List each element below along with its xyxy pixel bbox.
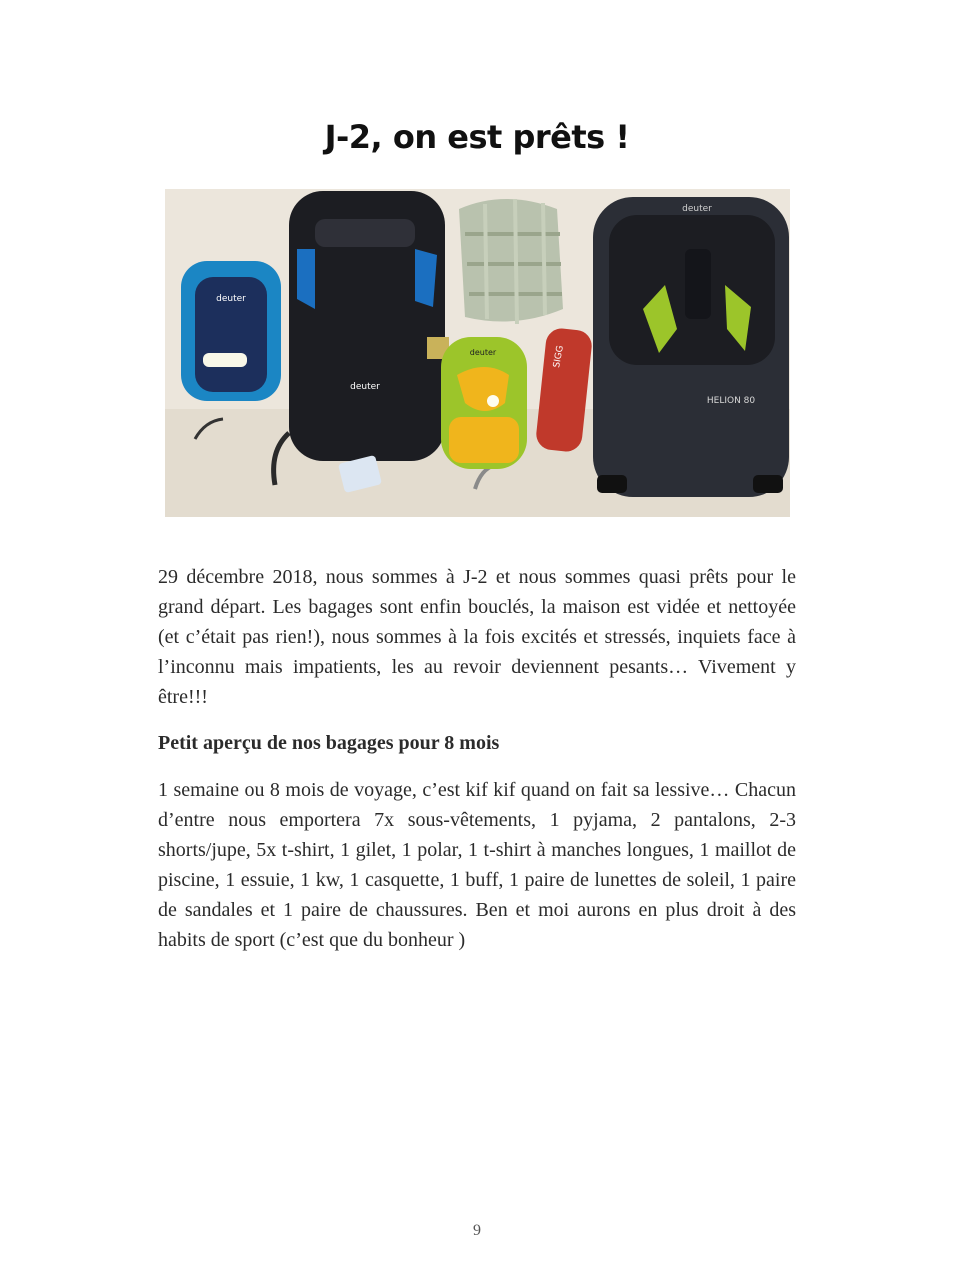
packing-list-paragraph: 1 semaine ou 8 mois de voyage, c’est kif kif quand on fait sa lessive… Chacun d’entre nous emportera 7x sous-vêtements, 1 pyjama, 2 pantalons, 2-3 shorts/jupe, 5x t-shirt, 1 gilet, 1 polar, 1 t-shirt à manches longues, 1 maillot de piscine, 1 essuie, 1 kw, 1 casquette, 1 buff, 1 paire de lunettes de soleil, 1 paire de sandales et 1 paire de chaussures. Ben et moi aurons en plus droit à des habits de sport (c’est que du bonheur ) — [158, 779, 796, 951]
black-backpack — [274, 191, 449, 493]
brand-label-2: deuter — [350, 382, 380, 392]
pack-label: HELION 80 — [706, 396, 756, 406]
helion-pack — [593, 197, 789, 497]
brand-label-4: deuter — [682, 204, 712, 214]
plaid-bag — [459, 199, 563, 324]
brand-label-1: deuter — [216, 294, 246, 304]
brand-label-3: deuter — [469, 348, 497, 357]
luggage-photo — [165, 189, 790, 517]
page-number: 9 — [473, 1222, 481, 1239]
luggage-subheading: Petit aperçu de nos bagages pour 8 mois — [158, 732, 500, 754]
bottle-label: SIGG — [552, 344, 566, 369]
intro-paragraph: 29 décembre 2018, nous sommes à J-2 et nous sommes quasi prêts pour le grand départ. Les bagages sont enfin bouclés, la maison est vidée et nettoyée (et c’était pas rien!), nous sommes à la fois excités et stressés, inquiets face à l’inconnu mais impatients, les au revoir deviennent pesants… Vivement y être!!! — [158, 566, 796, 708]
page-title: J-2, on est prêts ! — [324, 118, 630, 156]
